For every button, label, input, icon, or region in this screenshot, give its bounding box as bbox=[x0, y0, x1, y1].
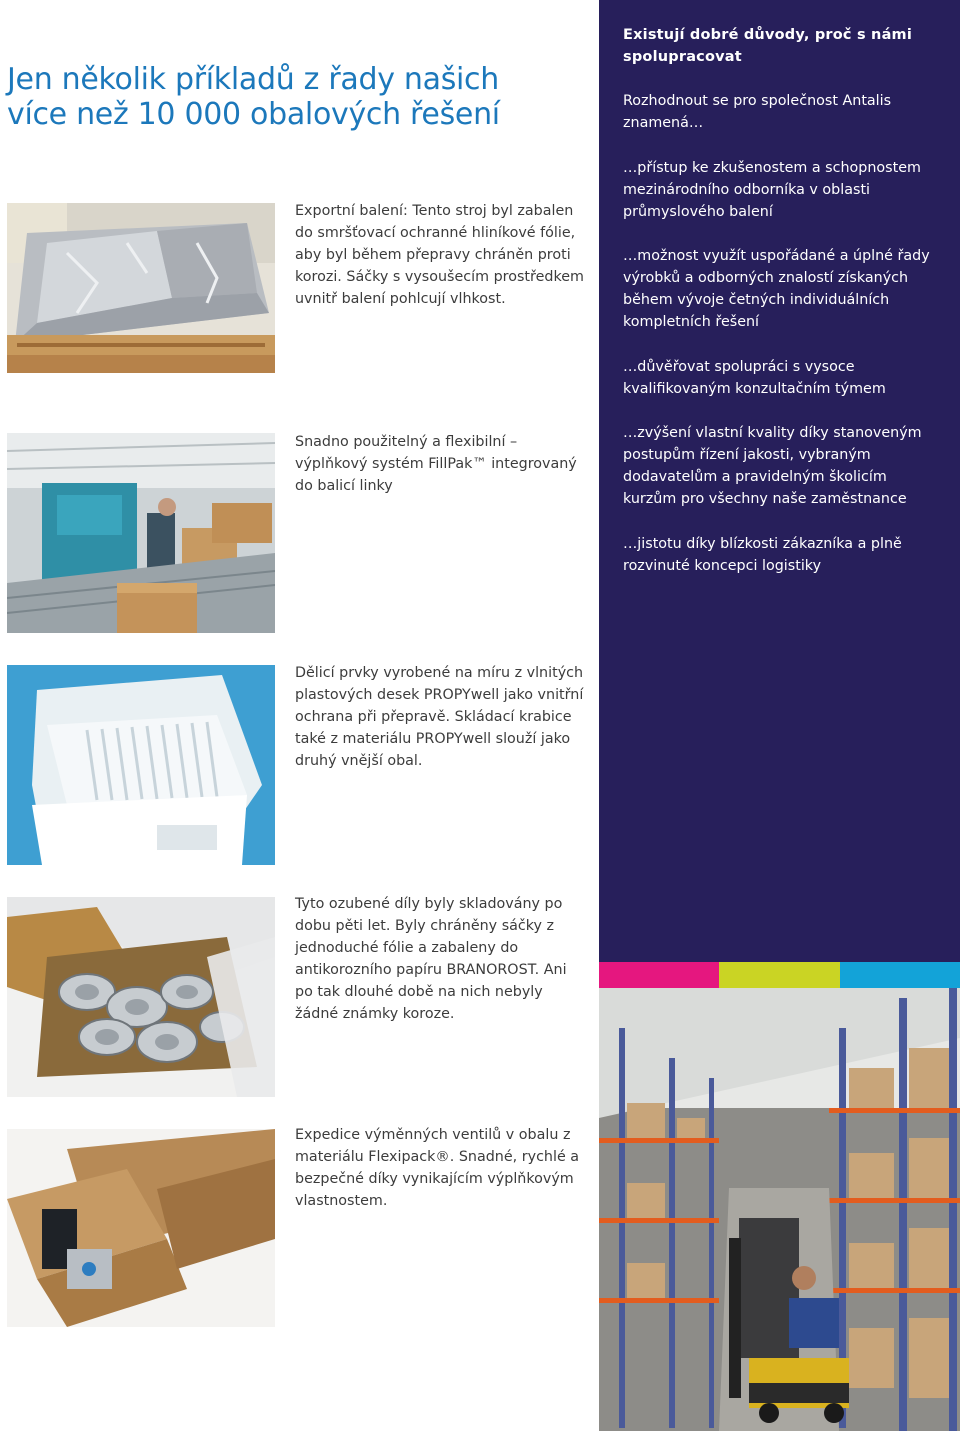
caption-fillpak: Snadno použitelný a flexibilní – výplňkový systém FillPak™ integrovaný do balicí linky bbox=[295, 434, 577, 494]
reasons-panel bbox=[599, 0, 960, 962]
valve-box-photo bbox=[7, 1129, 275, 1327]
reason-item: …možnost využít uspořádané a úplné řady výrobků a odborných znalostí získaných během vývoje četných individuálních kompletních řešení bbox=[623, 248, 930, 330]
propywell-box-photo bbox=[7, 665, 275, 865]
reason-item: …přístup ke zkušenostem a schopnostem mezinárodního odborníka v oblasti průmyslového balení bbox=[623, 160, 921, 220]
gears-photo bbox=[7, 897, 275, 1097]
reason-item: …důvěřovat spolupráci s vysoce kvalifikovaným konzultačním týmem bbox=[623, 359, 886, 397]
color-strip-cyan bbox=[840, 962, 960, 988]
caption-propywell: Dělicí prvky vyrobené na míru z vlnitých plastových desek PROPYwell jako vnitřní ochrana při přepravě. Skládací krabice také z materiálu PROPYwell slouží jako druhý vnější obal. bbox=[295, 665, 584, 769]
panel-intro: Rozhodnout se pro společnost Antalis znamená… bbox=[623, 93, 892, 131]
warehouse-forklift-photo bbox=[599, 988, 960, 1431]
crate-foil-photo bbox=[7, 203, 275, 373]
panel-heading: Existují dobré důvody, proč s námi spolupracovat bbox=[623, 27, 913, 65]
reason-item: …jistotu díky blízkosti zákazníka a plně rozvinuté koncepci logistiky bbox=[623, 536, 902, 574]
caption-export-packaging: Exportní balení: Tento stroj byl zabalen do smršťovací ochranné hliníkové fólie, aby byl během přepravy chráněn proti korozi. Sáčky s vysoušecím prostředkem uvnitř balení pohlcují vlhkost. bbox=[295, 203, 584, 307]
reason-item: …zvýšení vlastní kvality díky stanoveným postupům řízení jakosti, vybraným dodavatelům a pravidelným školicím kurzům pro všechny naše zaměstnance bbox=[623, 425, 922, 507]
caption-gears: Tyto ozubené díly byly skladovány po dobu pěti let. Byly chráněny sáčky z jednoduché fólie a zabaleny do antikorozního papíru BRANOROST. Ani po tak dlouhé době na nich nebyly žádné známky koroze. bbox=[295, 896, 567, 1022]
page-title: Jen několik příkladů z řady našich více než 10 000 obalových řešení bbox=[7, 62, 500, 132]
fillpak-line-photo bbox=[7, 433, 275, 633]
color-strip-magenta bbox=[599, 962, 719, 988]
color-strip-lime bbox=[719, 962, 839, 988]
color-strip bbox=[599, 962, 960, 988]
caption-flexipack: Expedice výměnných ventilů v obalu z materiálu Flexipack®. Snadné, rychlé a bezpečné díky vynikajícím výplňkovým vlastnostem. bbox=[295, 1127, 580, 1209]
